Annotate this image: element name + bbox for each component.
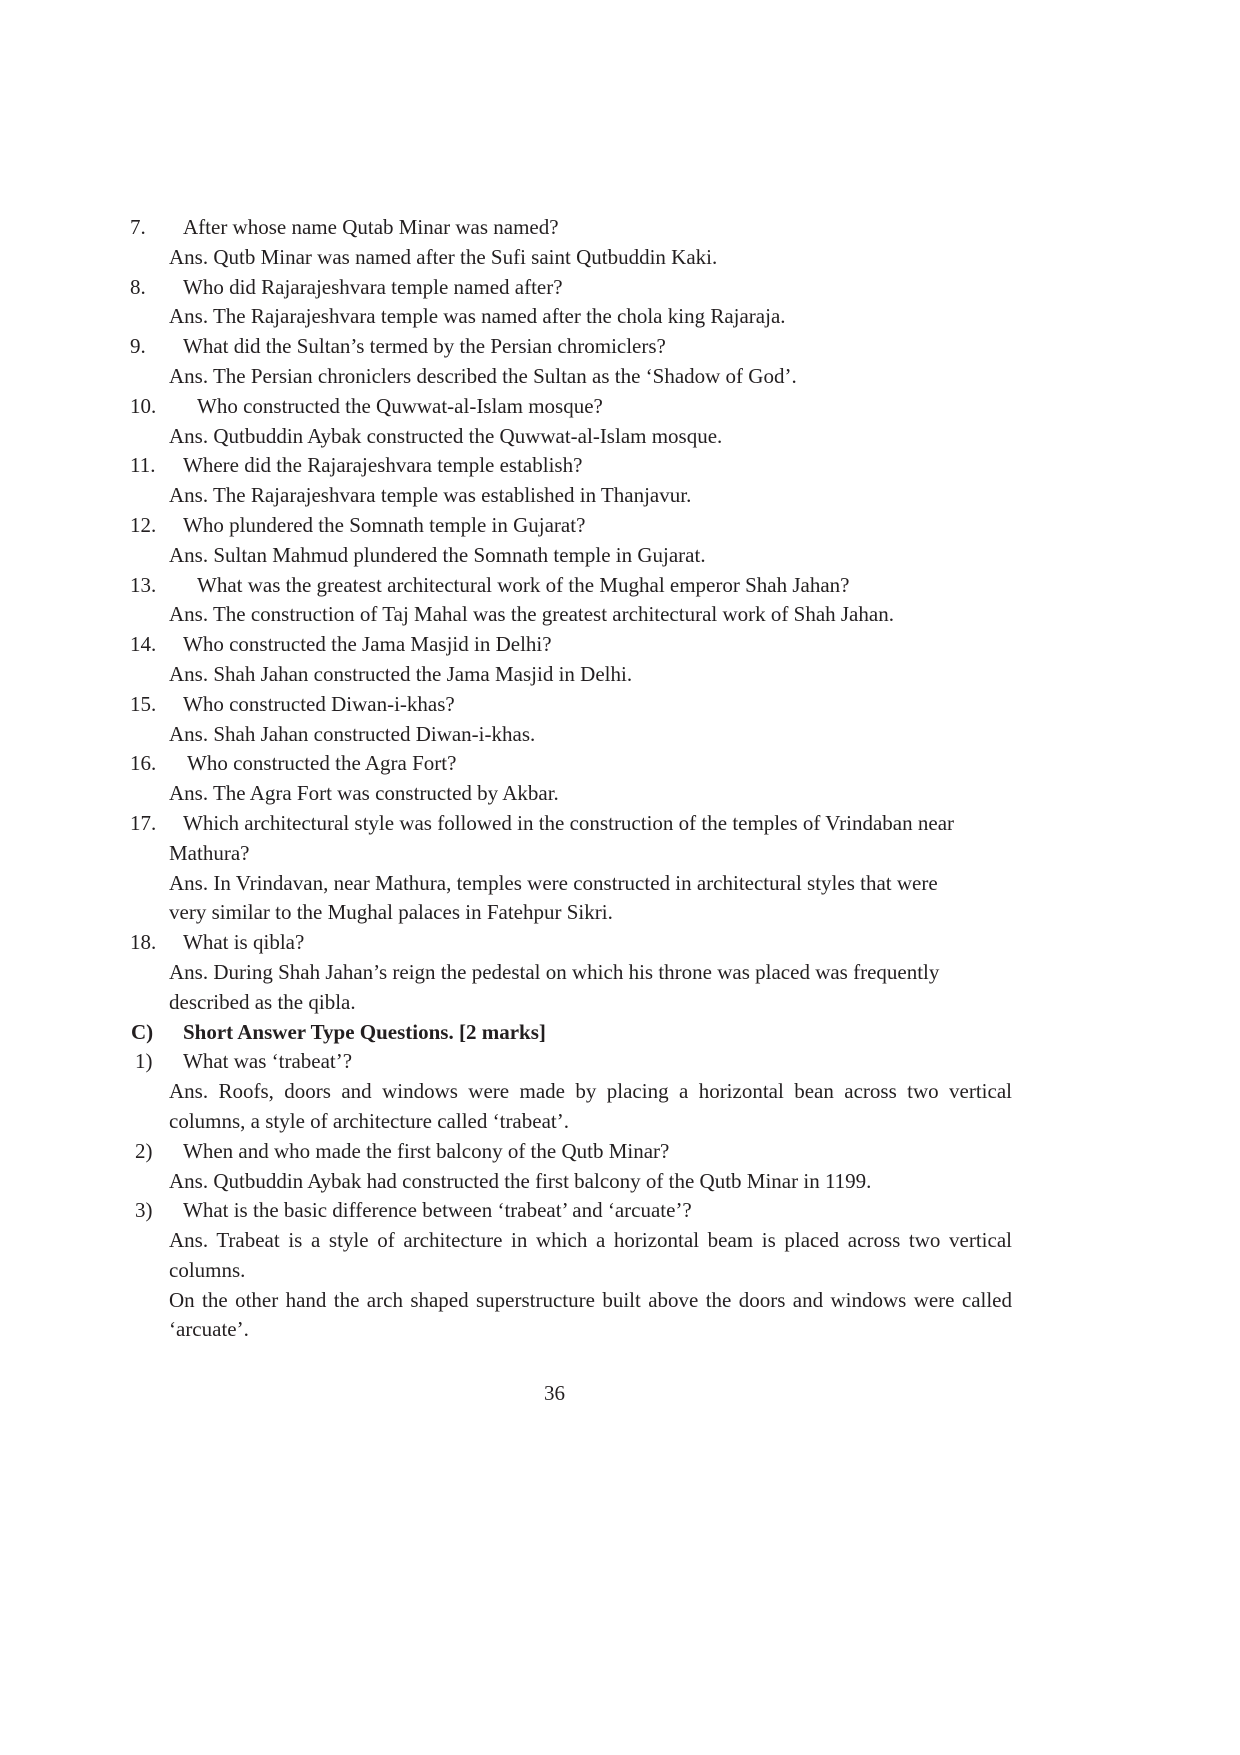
question-row bbox=[0, 273, 1109, 303]
question-row bbox=[0, 809, 1109, 839]
question-number: 14. bbox=[130, 632, 157, 657]
section-label: C) bbox=[131, 1019, 154, 1044]
section-heading bbox=[0, 1018, 1109, 1048]
question-row bbox=[0, 1196, 1109, 1226]
question-text: Who constructed Diwan-i-khas? bbox=[183, 691, 455, 716]
question-text: When and who made the first balcony of the Qutb Minar? bbox=[183, 1138, 670, 1163]
answer-row bbox=[0, 1226, 1109, 1256]
answer-text: Ans. The Persian chroniclers described the Sultan as the ‘Shadow of God’. bbox=[169, 363, 797, 388]
question-text: What is qibla? bbox=[183, 930, 305, 955]
question-row bbox=[0, 332, 1109, 362]
question-text-continuation: Mathura? bbox=[169, 840, 250, 865]
question-number: 9. bbox=[130, 334, 146, 359]
question-row bbox=[0, 571, 1109, 601]
answer-row bbox=[0, 541, 1109, 571]
answer-row bbox=[0, 600, 1109, 630]
question-continuation-row bbox=[0, 839, 1109, 869]
answer-text: described as the qibla. bbox=[169, 989, 356, 1014]
answer-text: Ans. Shah Jahan constructed the Jama Masjid in Delhi. bbox=[169, 661, 633, 686]
question-number: 10. bbox=[130, 393, 157, 418]
answer-text: Ans. Shah Jahan constructed Diwan-i-khas. bbox=[169, 721, 536, 746]
answer-text: Ans. During Shah Jahan’s reign the pedestal on which his throne was placed was frequently bbox=[169, 959, 940, 984]
answer-text: Ans. Roofs, doors and windows were made by placing a horizontal bean across two vertical bbox=[169, 1079, 1012, 1104]
answer-text: Ans. In Vrindavan, near Mathura, temples were constructed in architectural styles that were bbox=[169, 870, 938, 895]
question-text: Who constructed the Jama Masjid in Delhi? bbox=[183, 632, 552, 657]
answer-text: Ans. Trabeat is a style of architecture in which a horizontal beam is placed across two vertical bbox=[169, 1228, 1012, 1253]
answer-row bbox=[0, 660, 1109, 690]
question-text: What did the Sultan’s termed by the Persian chromiclers? bbox=[183, 334, 666, 359]
question-row bbox=[0, 1047, 1109, 1077]
page-content bbox=[0, 213, 1109, 1345]
question-number: 16. bbox=[130, 751, 157, 776]
question-text: What was the greatest architectural work of the Mughal emperor Shah Jahan? bbox=[197, 572, 850, 597]
answer-row bbox=[0, 988, 1109, 1018]
answer-text: columns. bbox=[169, 1257, 246, 1282]
section-title: Short Answer Type Questions. [2 marks] bbox=[183, 1019, 546, 1044]
answer-row bbox=[0, 481, 1109, 511]
question-text: Who plundered the Somnath temple in Gujarat? bbox=[183, 512, 586, 537]
answer-row bbox=[0, 1315, 1109, 1345]
answer-text: ‘arcuate’. bbox=[169, 1317, 249, 1342]
question-row bbox=[0, 690, 1109, 720]
question-row bbox=[0, 1137, 1109, 1167]
answer-text: On the other hand the arch shaped superstructure built above the doors and windows were called bbox=[169, 1287, 1012, 1312]
answer-text: Ans. Qutb Minar was named after the Sufi saint Qutbuddin Kaki. bbox=[169, 244, 718, 269]
answer-row bbox=[0, 1286, 1109, 1316]
answer-row bbox=[0, 1107, 1109, 1137]
answer-text: very similar to the Mughal palaces in Fatehpur Sikri. bbox=[169, 900, 613, 925]
question-row bbox=[0, 749, 1109, 779]
question-text: What was ‘trabeat’? bbox=[183, 1049, 353, 1074]
question-number: 7. bbox=[130, 215, 146, 239]
answer-row bbox=[0, 1077, 1109, 1107]
answer-row bbox=[0, 362, 1109, 392]
question-text: Who constructed the Agra Fort? bbox=[187, 751, 457, 776]
question-row bbox=[0, 392, 1109, 422]
answer-text: Ans. Qutbuddin Aybak constructed the Quwwat-al-Islam mosque. bbox=[169, 423, 723, 448]
answer-text: Ans. The construction of Taj Mahal was the greatest architectural work of Shah Jahan. bbox=[169, 602, 894, 627]
answer-row bbox=[0, 720, 1109, 750]
answer-text: Ans. The Rajarajeshvara temple was established in Thanjavur. bbox=[169, 483, 692, 508]
question-row bbox=[0, 511, 1109, 541]
page-number: 36 bbox=[544, 1381, 565, 1405]
question-text: What is the basic difference between ‘trabeat’ and ‘arcuate’? bbox=[183, 1198, 692, 1223]
question-text: Which architectural style was followed in the construction of the temples of Vrindaban near bbox=[183, 810, 955, 835]
question-number: 17. bbox=[130, 810, 157, 835]
question-number: 2) bbox=[135, 1138, 153, 1163]
question-number: 13. bbox=[130, 572, 157, 597]
question-text: After whose name Qutab Minar was named? bbox=[183, 215, 559, 239]
answer-row bbox=[0, 898, 1109, 928]
question-row bbox=[0, 213, 1109, 243]
question-text: Where did the Rajarajeshvara temple establish? bbox=[183, 453, 583, 478]
question-row bbox=[0, 451, 1109, 481]
answer-text: Ans. The Rajarajeshvara temple was named after the chola king Rajaraja. bbox=[169, 304, 786, 329]
answer-row bbox=[0, 869, 1109, 899]
answer-row bbox=[0, 302, 1109, 332]
question-text: Who did Rajarajeshvara temple named after? bbox=[183, 274, 563, 299]
question-text: Who constructed the Quwwat-al-Islam mosque? bbox=[197, 393, 603, 418]
question-number: 11. bbox=[130, 453, 156, 478]
question-number: 12. bbox=[130, 512, 157, 537]
answer-row bbox=[0, 243, 1109, 273]
question-number: 1) bbox=[135, 1049, 153, 1074]
question-number: 8. bbox=[130, 274, 146, 299]
answer-row bbox=[0, 779, 1109, 809]
answer-row bbox=[0, 422, 1109, 452]
question-row bbox=[0, 630, 1109, 660]
answer-text: Ans. Qutbuddin Aybak had constructed the first balcony of the Qutb Minar in 1199. bbox=[169, 1168, 872, 1193]
question-number: 18. bbox=[130, 930, 157, 955]
answer-text: Ans. The Agra Fort was constructed by Akbar. bbox=[169, 781, 559, 806]
answer-text: columns, a style of architecture called ‘trabeat’. bbox=[169, 1108, 569, 1133]
answer-row bbox=[0, 1256, 1109, 1286]
question-number: 15. bbox=[130, 691, 157, 716]
answer-row bbox=[0, 958, 1109, 988]
question-number: 3) bbox=[135, 1198, 153, 1223]
answer-text: Ans. Sultan Mahmud plundered the Somnath temple in Gujarat. bbox=[169, 542, 706, 567]
answer-row bbox=[0, 1167, 1109, 1197]
question-row bbox=[0, 928, 1109, 958]
